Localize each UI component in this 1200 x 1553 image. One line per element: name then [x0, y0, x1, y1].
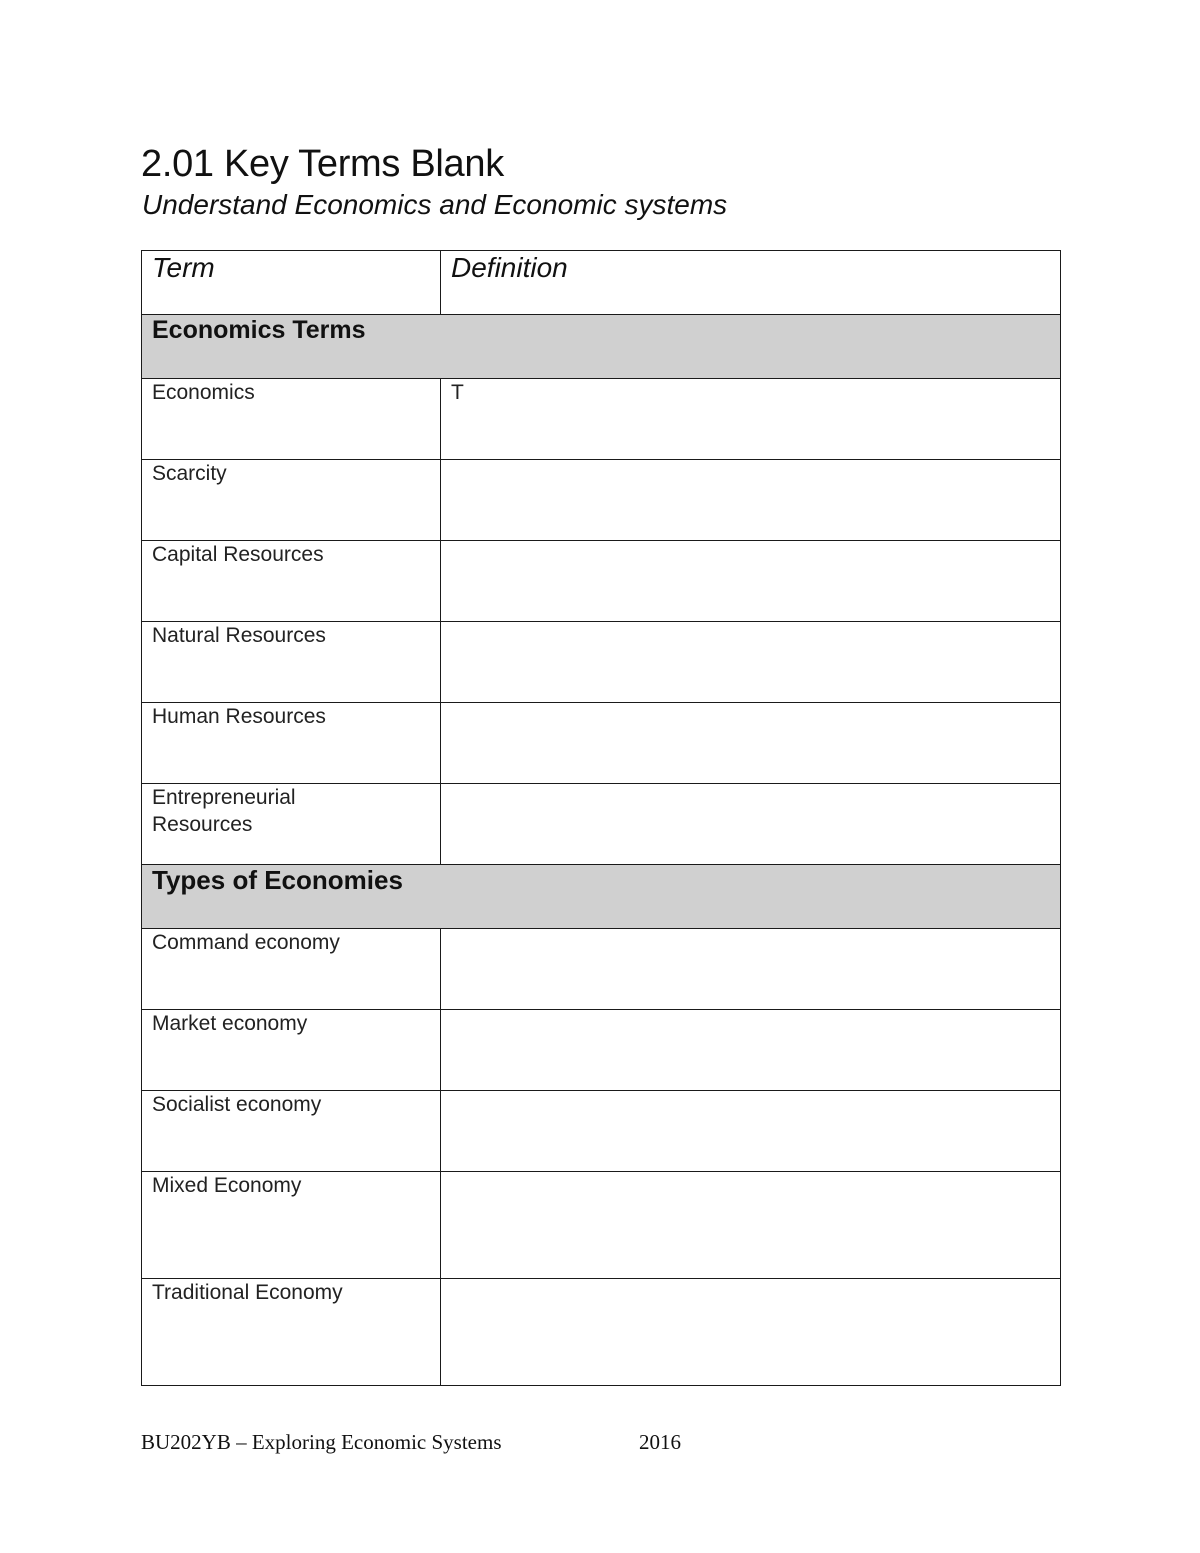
- definition-cell[interactable]: [441, 1172, 1061, 1279]
- definition-cell[interactable]: [441, 1279, 1061, 1386]
- table-row: [142, 1091, 1061, 1172]
- page-title: 2.01 Key Terms Blank: [141, 143, 504, 185]
- table-row: [142, 703, 1061, 784]
- page-subtitle: Understand Economics and Economic systems: [142, 189, 728, 220]
- definition-cell[interactable]: [441, 622, 1061, 703]
- term-cell: Scarcity: [142, 460, 441, 541]
- definition-cell[interactable]: [441, 541, 1061, 622]
- definition-cell[interactable]: [441, 1010, 1061, 1091]
- term-cell: Mixed Economy: [142, 1172, 441, 1279]
- footer-year: 2016: [639, 1430, 681, 1454]
- table-row: [142, 1010, 1061, 1091]
- table-row: [142, 784, 1061, 865]
- definition-cell[interactable]: [441, 1091, 1061, 1172]
- key-terms-table: [141, 250, 1061, 1386]
- table-row: [142, 1172, 1061, 1279]
- table-row: [142, 379, 1061, 460]
- term-cell: Entrepreneurial Resources: [142, 784, 441, 865]
- definition-cell[interactable]: T: [441, 379, 1061, 460]
- term-cell: Traditional Economy: [142, 1279, 441, 1386]
- table-row: [142, 929, 1061, 1010]
- term-cell: Economics: [142, 379, 441, 460]
- term-cell: Natural Resources: [142, 622, 441, 703]
- table-row: [142, 622, 1061, 703]
- definition-cell[interactable]: [441, 929, 1061, 1010]
- term-cell: Human Resources: [142, 703, 441, 784]
- footer-course: BU202YB – Exploring Economic Systems: [141, 1430, 502, 1454]
- table-row: [142, 1279, 1061, 1386]
- term-cell: Capital Resources: [142, 541, 441, 622]
- term-column-header: Term: [142, 251, 441, 315]
- section-heading-economics-terms: Economics Terms: [142, 315, 1061, 379]
- definition-column-header: Definition: [441, 251, 1061, 315]
- section-heading-row: [142, 315, 1061, 379]
- section-heading-row: [142, 865, 1061, 929]
- definition-cell[interactable]: [441, 703, 1061, 784]
- definition-cell[interactable]: [441, 784, 1061, 865]
- term-cell: Command economy: [142, 929, 441, 1010]
- term-cell: Market economy: [142, 1010, 441, 1091]
- table-row: [142, 460, 1061, 541]
- table-header-row: [142, 251, 1061, 315]
- table-row: [142, 541, 1061, 622]
- section-heading-types-of-economies: Types of Economies: [142, 865, 1061, 929]
- definition-cell[interactable]: [441, 460, 1061, 541]
- term-cell: Socialist economy: [142, 1091, 441, 1172]
